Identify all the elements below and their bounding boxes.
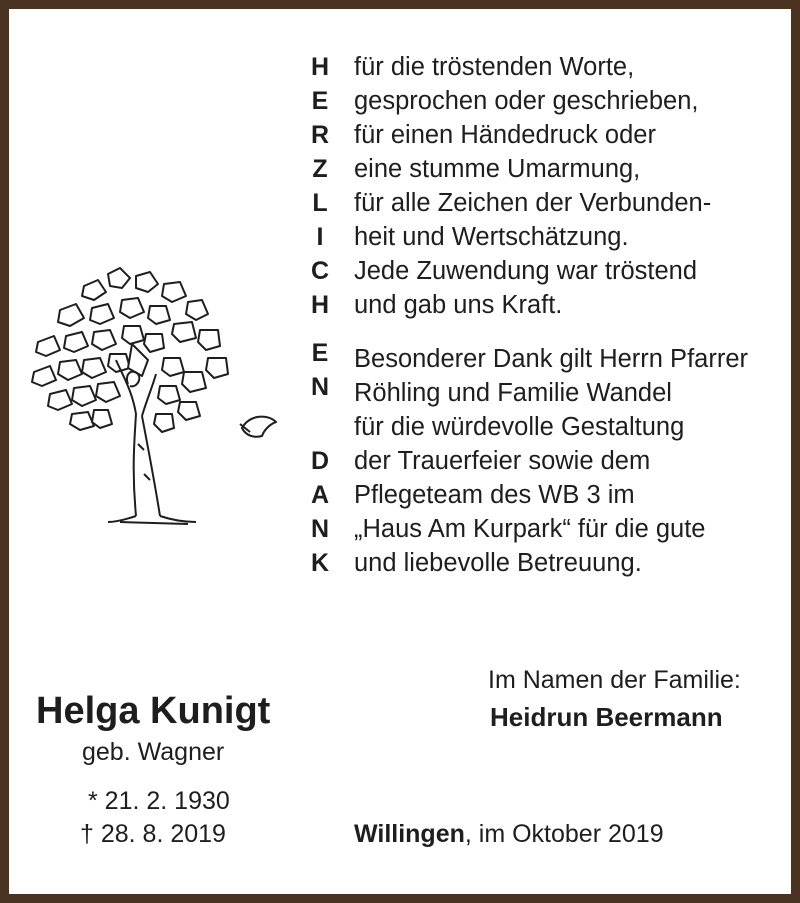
family-signature: Heidrun Beermann xyxy=(490,702,723,732)
poem-line: Jede Zuwendung war tröstend xyxy=(354,257,698,285)
poem-line: Besonderer Dank gilt Herrn Pfarrer xyxy=(354,345,748,373)
maiden-name: geb. Wagner xyxy=(82,738,225,766)
acrostic-letter: C xyxy=(310,257,330,285)
poem-line: für die würdevolle Gestaltung xyxy=(354,413,685,441)
acrostic-letter: R xyxy=(310,121,330,149)
poem-line: eine stumme Umarmung, xyxy=(354,155,641,183)
poem-line: für einen Händedruck oder xyxy=(354,121,656,149)
poem-line: gesprochen oder geschrieben, xyxy=(354,87,699,115)
poem-line: „Haus Am Kurpark“ für die gute xyxy=(354,515,706,543)
acrostic-letter: H xyxy=(310,53,330,81)
acrostic-letter: I xyxy=(316,223,324,251)
acrostic-letter: D xyxy=(310,447,330,475)
poem-line: der Trauerfeier sowie dem xyxy=(354,447,651,475)
birth-date: * 21. 2. 1930 xyxy=(88,787,230,815)
poem-line: für alle Zeichen der Verbunden- xyxy=(354,189,712,217)
poem-line: Pflegeteam des WB 3 im xyxy=(354,481,635,509)
acrostic-letter: H xyxy=(310,291,330,319)
acrostic-letter: A xyxy=(310,481,330,509)
poem-line: heit und Wertschätzung. xyxy=(354,223,629,251)
acrostic-letter: N xyxy=(310,373,330,401)
acrostic-letter: K xyxy=(310,549,330,577)
deceased-name: Helga Kunigt xyxy=(36,690,271,732)
poem-line: und liebevolle Betreuung. xyxy=(354,549,642,577)
death-date: † 28. 8. 2019 xyxy=(80,820,226,848)
tree-icon xyxy=(24,264,294,536)
place-date xyxy=(354,820,664,849)
family-label: Im Namen der Familie: xyxy=(488,666,741,694)
poem-line: für die tröstenden Worte, xyxy=(354,53,635,81)
acrostic-letter: E xyxy=(311,87,329,115)
poem-line: und gab uns Kraft. xyxy=(354,291,563,319)
acrostic-letter: E xyxy=(311,339,329,367)
acrostic-letter: Z xyxy=(312,155,328,183)
place-name: Willingen xyxy=(354,820,465,848)
poem-line: Röhling und Familie Wandel xyxy=(354,379,672,407)
acrostic-letter: L xyxy=(312,189,328,217)
date-text: , im Oktober 2019 xyxy=(464,820,664,848)
acrostic-letter: N xyxy=(310,515,330,543)
